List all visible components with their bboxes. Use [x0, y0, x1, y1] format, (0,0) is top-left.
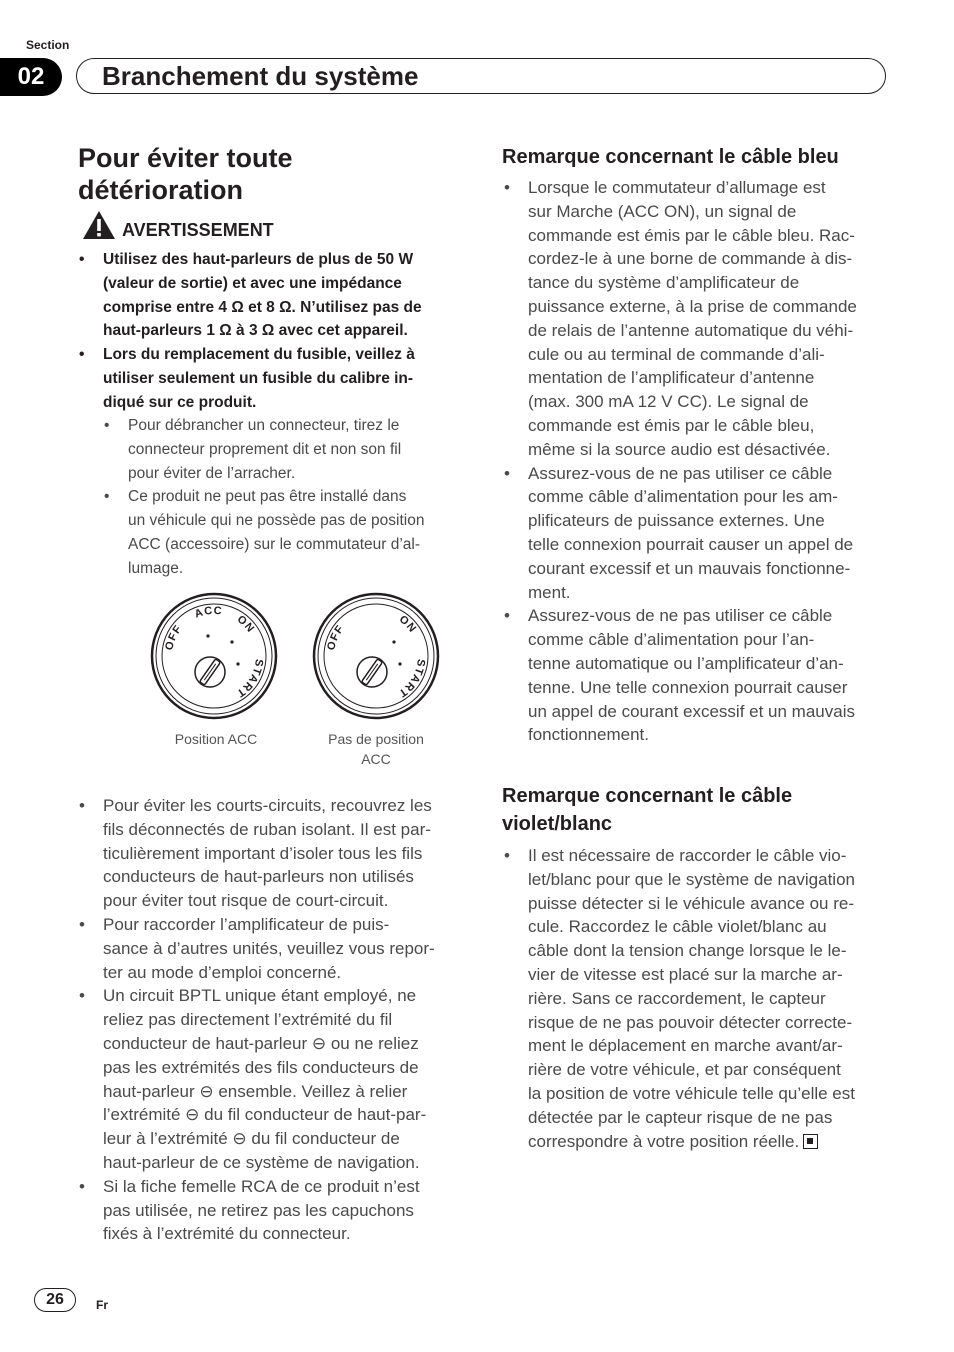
text-line: sance à d’autres unités, veuillez vous repor-	[103, 938, 435, 958]
text-line: puisse détecter si le véhicule avance ou re-	[528, 893, 855, 913]
list-item	[78, 1175, 470, 1246]
section-title: Branchement du système	[102, 61, 419, 91]
svg-text:ON	[397, 613, 419, 635]
warning-label: AVERTISSEMENT	[122, 220, 274, 240]
text-line: telle connexion pourrait causer un appel de	[528, 534, 854, 554]
ignition-switch-acc-illustration	[150, 592, 278, 720]
list-item	[78, 794, 470, 913]
svg-text:OFF	[163, 623, 184, 652]
figure-caption-acc: Position ACC	[174, 731, 258, 747]
text-line: rière de votre véhicule, et par conséquent	[528, 1060, 841, 1080]
ignition-switch-no-acc-illustration	[312, 592, 440, 720]
text-line: un appel de courant excessif et un mauvais	[528, 701, 855, 721]
text-line: vier de vitesse est placé sur la marche ar-	[528, 964, 843, 984]
warning-item	[78, 343, 468, 414]
text-line: • Pour éviter les courts-circuits, recouvrez les	[103, 796, 432, 815]
svg-text:OFF	[325, 623, 346, 652]
text-line: • Si la fiche femelle RCA de ce produit n’est	[103, 1176, 420, 1196]
text-line: let/blanc pour que le système de navigation	[528, 869, 855, 889]
text-line: comme câble d’alimentation pour les am-	[528, 487, 838, 507]
text-line	[528, 1130, 895, 1154]
text-line: diqué sur ce produit.	[103, 393, 257, 411]
text-line: comme câble d’alimentation pour l’an-	[528, 630, 815, 650]
svg-text:ON	[235, 613, 257, 635]
text-line: conducteur de haut-parleur ⊖ ou ne reliez	[103, 1033, 419, 1053]
caption-line: Pas de position	[328, 731, 424, 747]
text-line: ticulièrement important d’isoler tous les fils	[103, 843, 423, 863]
text-line: haut-parleur ⊖ ensemble. Veillez à relier	[103, 1081, 408, 1101]
text-line: mentation de l’amplificateur d’antenne	[528, 368, 815, 388]
text-line: sur Marche (ACC ON), un signal de	[528, 201, 797, 221]
list-item	[503, 176, 895, 462]
text-line: commande est émis par le câble bleu. Rac-	[528, 225, 855, 245]
text-line: tance du système d’amplificateur de	[528, 273, 800, 293]
text-line: détectée par le capteur risque de ne pas	[528, 1107, 833, 1127]
sub-item	[103, 485, 469, 580]
heading-line: violet/blanc	[502, 813, 613, 835]
text-line: • Assurez-vous de ne pas utiliser ce câble	[528, 463, 833, 483]
text-line: de relais de l’antenne automatique du véhi-	[528, 320, 854, 340]
text-line: pour éviter tout risque de court-circuit.	[103, 891, 389, 911]
text-line: (max. 300 mA 12 V CC). Le signal de	[528, 392, 809, 412]
page-title-line: détérioration	[78, 175, 244, 205]
list-item	[78, 984, 470, 1174]
text-line: leur à l’extrémité ⊖ du fil conducteur de	[103, 1129, 400, 1149]
text-line: • Assurez-vous de ne pas utiliser ce câble	[528, 606, 833, 626]
text-line: ter au mode d’emploi concerné.	[103, 962, 342, 982]
svg-text:ACC	[193, 605, 223, 621]
text-line: puissance externe, à la prise de commande	[528, 296, 857, 316]
text-line: tenne automatique ou l’amplificateur d’an-	[528, 653, 844, 673]
warning-list	[78, 248, 468, 415]
text-line: • Il est nécessaire de raccorder le câble vio-	[528, 846, 847, 865]
switch-label-start: START	[233, 658, 266, 700]
text-line: plificateurs de puissance externes. Une	[528, 511, 825, 531]
text-line: • Lorsque le commutateur d’allumage est	[528, 178, 826, 197]
text-line: haut-parleur de ce système de navigation.	[103, 1152, 420, 1172]
text-line: • Pour débrancher un connecteur, tirez le	[128, 417, 400, 434]
figure-caption-no-acc	[306, 729, 446, 769]
text-line-content: correspondre à votre position réelle.	[528, 1131, 800, 1151]
text-line: pas les extrémités des fils conducteurs de	[103, 1057, 419, 1077]
text-line: courant excessif et un mauvais fonctionne-	[528, 558, 851, 578]
text-line: commande est émis par le câble bleu,	[528, 415, 815, 435]
list-item	[503, 604, 895, 747]
text-line: • Pour raccorder l’amplificateur de puis-	[103, 914, 390, 934]
text-line: lumage.	[128, 559, 184, 577]
text-line: conducteurs de haut-parleurs non utilisés	[103, 867, 414, 887]
text-line: câble dont la tension change lorsque le le-	[528, 941, 847, 961]
text-line: un véhicule qui ne possède pas de position	[128, 512, 425, 530]
text-line: pour éviter de l’arracher.	[128, 464, 296, 482]
text-line: fixés à l’extrémité du connecteur.	[103, 1224, 351, 1244]
text-line: même si la source audio est désactivée.	[528, 439, 831, 459]
text-line: utiliser seulement un fusible du calibre in-	[103, 369, 414, 387]
text-line: cule ou au terminal de commande d’ali-	[528, 344, 825, 364]
warning-header	[82, 210, 274, 240]
text-line: • Utilisez des haut-parleurs de plus de 50 W	[103, 251, 414, 268]
warning-sub-list	[103, 414, 469, 581]
switch-label-off: OFF	[163, 622, 185, 652]
section-number-badge: 02	[0, 58, 62, 96]
warning-icon	[82, 210, 116, 240]
list-item	[78, 913, 470, 984]
text-line: ACC (accessoire) sur le commutateur d’al-	[128, 535, 421, 553]
text-line: • Un circuit BPTL unique étant employé, ne	[103, 986, 417, 1006]
text-line: ment le déplacement en marche avant/ar-	[528, 1036, 843, 1056]
precautions-list	[78, 794, 470, 1246]
page-number: 26	[34, 1288, 76, 1312]
text-line: cordez-le à une borne de commande à dis-	[528, 249, 853, 269]
text-line: • Lors du remplacement du fusible, veillez à	[103, 346, 415, 364]
switch-label-off: OFF	[325, 622, 347, 652]
text-line: tenne. Une telle connexion pourrait causer	[528, 677, 848, 697]
list-item	[503, 844, 895, 1153]
text-line: cule. Raccordez le câble violet/blanc au	[528, 917, 827, 937]
sub-item	[103, 414, 469, 485]
text-line: fils déconnectés de ruban isolant. Il est par-	[103, 819, 431, 839]
text-line: rière. Sans ce raccordement, le capteur	[528, 988, 826, 1008]
text-line: la position de votre véhicule telle qu’elle est	[528, 1083, 855, 1103]
page-title-line: Pour éviter toute	[78, 143, 293, 173]
text-line: reliez pas directement l’extrémité du fil	[103, 1010, 393, 1030]
text-line: pas utilisée, ne retirez pas les capuchons	[103, 1200, 414, 1220]
text-line: ment.	[528, 582, 571, 602]
switch-label-on: ON	[234, 613, 257, 636]
text-line: comprise entre 4 Ω et 8 Ω. N’utilisez pas de	[103, 298, 422, 316]
warning-item	[78, 248, 468, 343]
heading-line: Remarque concernant le câble	[502, 785, 793, 807]
text-line: risque de ne pas pouvoir détecter correcte-	[528, 1012, 853, 1032]
text-line: haut-parleurs 1 Ω à 3 Ω avec cet appareil.	[103, 322, 408, 340]
switch-label-acc: ACC	[193, 604, 224, 621]
violet-white-cable-list	[503, 844, 895, 1153]
text-line: l’extrémité ⊖ du fil conducteur de haut-par-	[103, 1105, 427, 1125]
heading-violet-white-cable	[502, 782, 792, 838]
text-line: (valeur de sortie) et avec une impédance	[103, 274, 402, 292]
end-of-section-icon	[803, 1134, 818, 1149]
text-line: fonctionnement.	[528, 725, 649, 745]
caption-line: ACC	[361, 751, 391, 767]
section-label: Section	[26, 38, 70, 52]
list-item	[503, 462, 895, 605]
language-code: Fr	[96, 1298, 108, 1312]
blue-cable-list	[503, 176, 895, 747]
text-line: connecteur proprement dit et non son fil	[128, 440, 402, 458]
switch-label-on: ON	[396, 613, 419, 636]
switch-label-start: START	[395, 658, 428, 700]
page-title	[78, 142, 293, 206]
heading-blue-cable: Remarque concernant le câble bleu	[502, 146, 839, 168]
text-line: • Ce produit ne peut pas être installé dans	[128, 488, 407, 506]
